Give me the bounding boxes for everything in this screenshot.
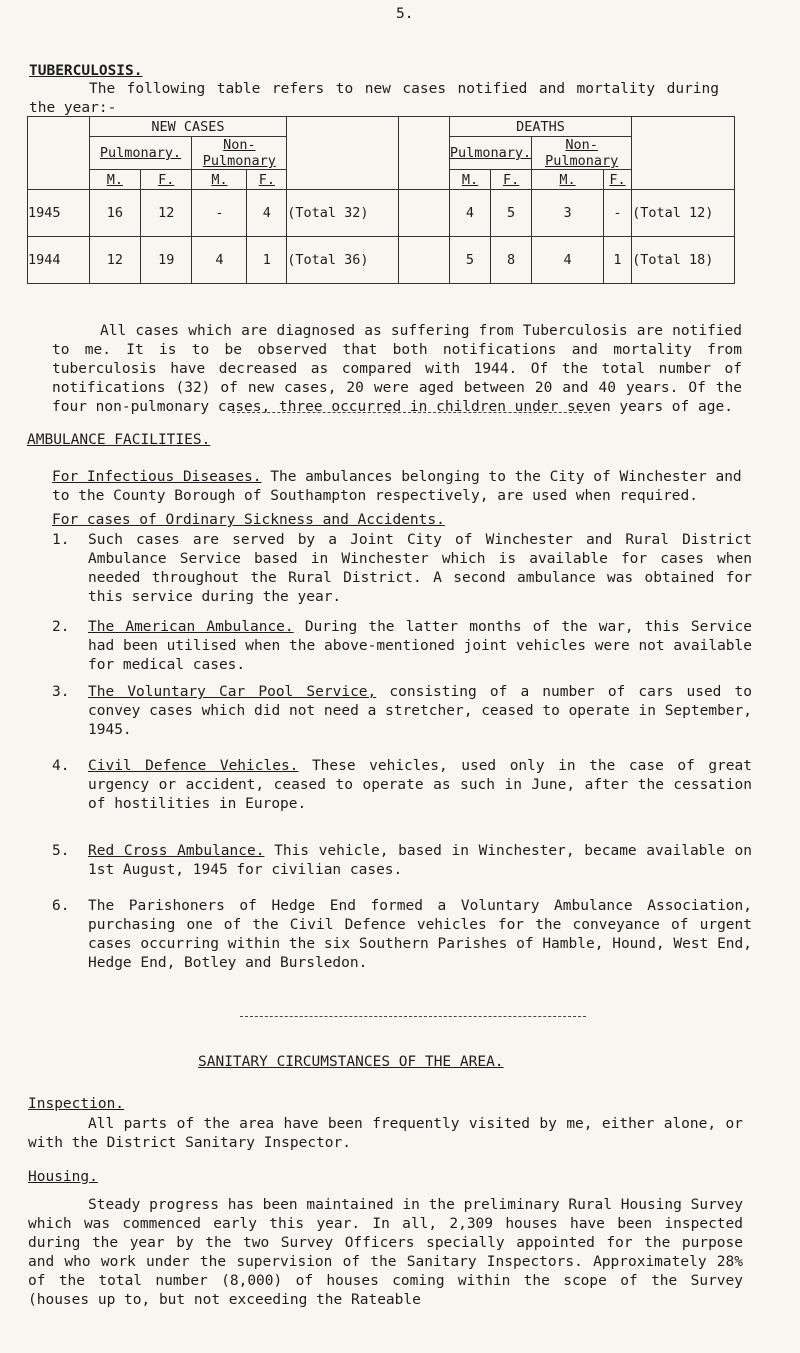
f-header: F.: [247, 170, 287, 190]
f-header: F.: [141, 170, 192, 190]
f-header: F.: [491, 170, 532, 190]
deaths-header: DEATHS: [449, 117, 631, 137]
m-header: M.: [449, 170, 490, 190]
pulmonary-header: Pulmonary.: [89, 137, 192, 170]
infectious-text: The ambulances belonging to the City of Winchester and to the County Borough of Southampton respectively, are used when required.: [52, 469, 742, 504]
divider: [232, 412, 592, 413]
new-cases-header: NEW CASES: [89, 117, 287, 137]
housing-title: Housing.: [28, 1169, 98, 1185]
m-header: M.: [192, 170, 247, 190]
infectious-title: For Infectious Diseases.: [52, 469, 262, 485]
sanitary-heading: SANITARY CIRCUMSTANCES OF THE AREA.: [198, 1054, 504, 1070]
page-number: 5.: [396, 6, 414, 22]
ambulance-heading: AMBULANCE FACILITIES.: [27, 432, 211, 448]
table-row: 1944 12 19 4 1 (Total 36) 5 8 4 1 (Total 18): [28, 237, 735, 284]
list-item: 5. Red Cross Ambulance. This vehicle, based in Winchester, became available on 1st August, 1945 for civilian cases.: [52, 843, 752, 878]
inspection-text: All parts of the area have been frequently visited by me, either alone, or with the District Sanitary Inspector.: [28, 1116, 743, 1151]
m-header: M.: [532, 170, 604, 190]
divider: [240, 1016, 586, 1017]
list-item: 1. Such cases are served by a Joint City of Winchester and Rural District Ambulance Service based in Winchester which is available for cases when needed throughout the Rural District. A second ambulance was obtained for this service during the year.: [52, 532, 752, 605]
list-item: 3. The Voluntary Car Pool Service, consisting of a number of cars used to convey cases which did not need a stretcher, ceased to operate in September, 1945.: [52, 684, 752, 738]
f-header: F.: [603, 170, 631, 190]
tb-paragraph: All cases which are diagnosed as suffering from Tuberculosis are notified to me. It is to be observed that both notifications and mortality from tuberculosis have decreased as compared with 1944. Of the total number of notifications (32) of new cases, 20 were aged between 20 and 40 years. Of the four non-pulmonary cases, three occurred in children under seven years of age.: [52, 323, 742, 415]
list-item: 4. Civil Defence Vehicles. These vehicles, used only in the case of great urgency or accident, ceased to operate as such in June, after the cessation of hostilities in Europe.: [52, 758, 752, 812]
list-item: 2. The American Ambulance. During the latter months of the war, this Service had been utilised when the above-mentioned joint vehicles were not available for medical cases.: [52, 619, 752, 673]
deaths-pulmonary-header: Pulmonary.: [449, 137, 531, 170]
deaths-non-pulmonary-header: Non-Pulmonary: [532, 137, 632, 170]
infectious-diseases: [52, 468, 752, 506]
tb-intro: The following table refers to new cases notified and mortality during the year:-: [29, 81, 719, 116]
m-header: M.: [89, 170, 140, 190]
non-pulmonary-header: Non-Pulmonary: [192, 137, 287, 170]
year-header-cell: [28, 117, 90, 190]
ordinary-title: For cases of Ordinary Sickness and Accidents.: [52, 512, 445, 528]
table-row: 1945 16 12 - 4 (Total 32) 4 5 3 - (Total 12): [28, 190, 735, 237]
list-item: 6. The Parishoners of Hedge End formed a Voluntary Ambulance Association, purchasing one of the Civil Defence vehicles for the conveyance of urgent cases occurring within the six Southern Parishes of Hamble, Hound, West End, Hedge End, Botley and Bursledon.: [52, 898, 752, 971]
tb-table: [27, 116, 735, 284]
inspection-title: Inspection.: [28, 1096, 125, 1112]
tuberculosis-heading: TUBERCULOSIS.: [29, 63, 143, 79]
housing-text: Steady progress has been maintained in the preliminary Rural Housing Survey which was commenced early this year. In all, 2,309 houses have been inspected during the year by the two Survey Officers specially appointed for the purpose and who work under the supervision of the Sanitary Inspectors. Approximately 28% of the total number (8,000) of houses coming within the scope of the Survey (houses up to, but not exceeding the Rateable: [28, 1197, 743, 1308]
